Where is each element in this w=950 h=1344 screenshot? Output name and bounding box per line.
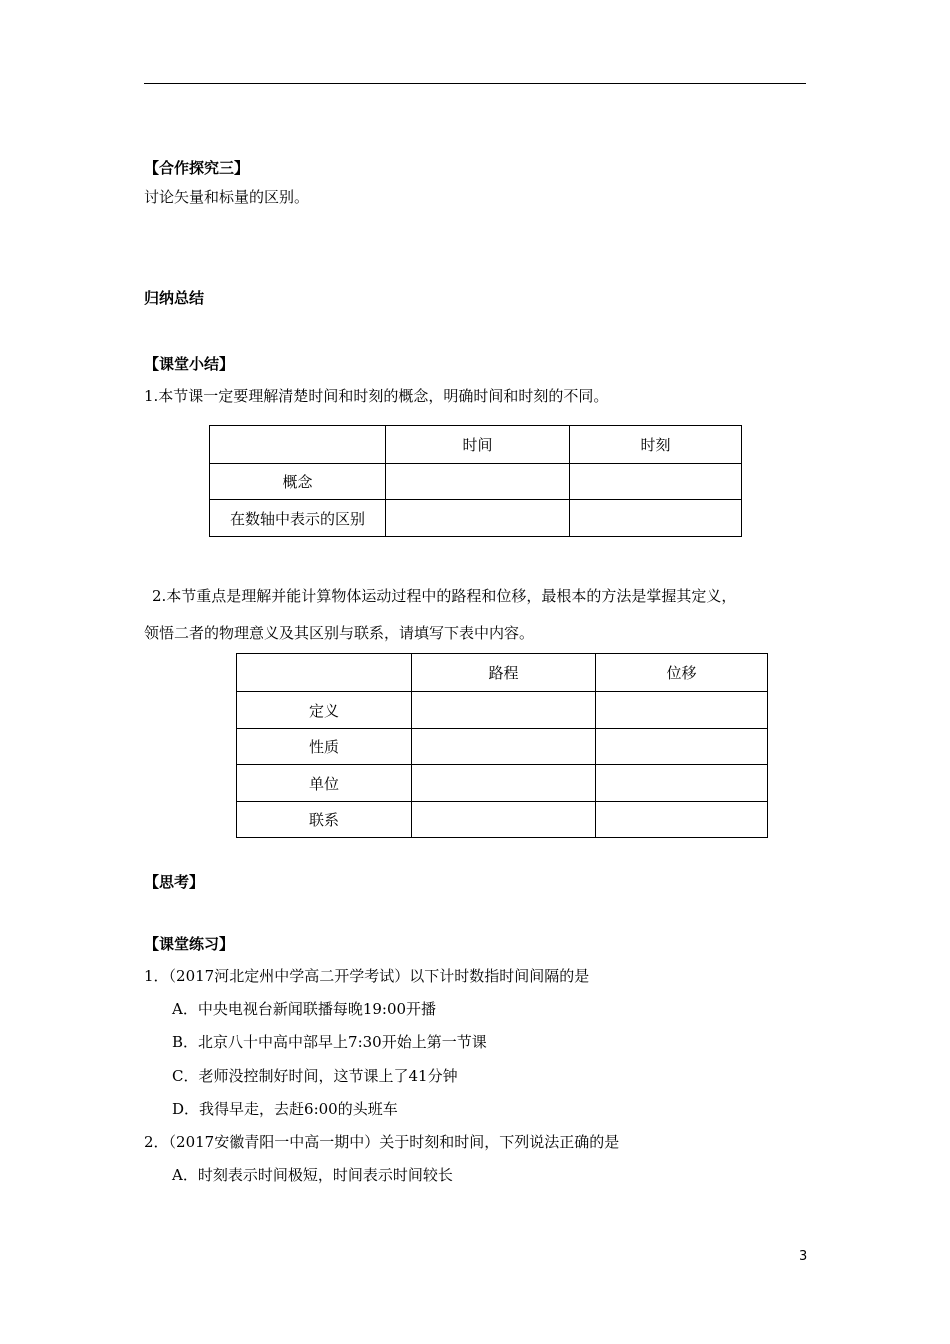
question-2-stem: 2．（2017安徽青阳一中高一期中）关于时刻和时间，下列说法正确的是 xyxy=(144,1133,620,1151)
table-header-cell: 路程 xyxy=(412,654,596,692)
table-cell xyxy=(596,692,768,729)
table-cell xyxy=(570,464,742,500)
page-number: 3 xyxy=(799,1249,808,1264)
question-1-option-c: C．老师没控制好时间，这节课上了41分钟 xyxy=(172,1067,458,1085)
question-1-option-d: D．我得早走，去赶6:00的头班车 xyxy=(172,1100,398,1118)
table-cell xyxy=(412,692,596,729)
table-cell xyxy=(386,500,570,537)
time-moment-table xyxy=(209,425,742,537)
heading-class-practice: 【课堂练习】 xyxy=(144,935,235,953)
table-cell xyxy=(570,500,742,537)
table-row-label: 性质 xyxy=(237,729,412,765)
table-cell xyxy=(412,729,596,765)
table-row-label: 在数轴中表示的区别 xyxy=(210,500,386,537)
header-rule xyxy=(144,83,806,84)
table-header-cell: 位移 xyxy=(596,654,768,692)
heading-think: 【思考】 xyxy=(144,873,205,891)
table-row-label: 联系 xyxy=(237,802,412,838)
table-row-label: 单位 xyxy=(237,765,412,802)
summary-item-1: 1.本节课一定要理解清楚时间和时刻的概念，明确时间和时刻的不同。 xyxy=(144,387,609,405)
question-1-option-a: A．中央电视台新闻联播每晚19:00开播 xyxy=(172,1000,437,1018)
table-row-label: 定义 xyxy=(237,692,412,729)
coop3-text: 讨论矢量和标量的区别。 xyxy=(144,188,310,206)
heading-summary: 归纳总结 xyxy=(144,289,205,307)
table-cell xyxy=(596,729,768,765)
question-2-option-a: A．时刻表示时间极短，时间表示时间较长 xyxy=(172,1166,453,1184)
heading-class-summary: 【课堂小结】 xyxy=(144,355,235,373)
table-cell xyxy=(596,802,768,838)
table-header-cell: 时间 xyxy=(386,426,570,464)
table-cell xyxy=(386,464,570,500)
table-cell xyxy=(596,765,768,802)
heading-coop-explore-3: 【合作探究三】 xyxy=(144,159,250,177)
question-1-option-b: B．北京八十中高中部早上7:30开始上第一节课 xyxy=(172,1033,487,1051)
summary-item-2-line-2: 领悟二者的物理意义及其区别与联系，请填写下表中内容。 xyxy=(144,624,535,642)
distance-displacement-table xyxy=(236,653,768,838)
table-cell xyxy=(412,802,596,838)
table-header-cell: 时刻 xyxy=(570,426,742,464)
table-row-label: 概念 xyxy=(210,464,386,500)
summary-item-2-line-1: 2.本节重点是理解并能计算物体运动过程中的路程和位移，最根本的方法是掌握其定义， xyxy=(152,587,737,605)
table-header-cell xyxy=(237,654,412,692)
question-1-stem: 1．（2017河北定州中学高二开学考试）以下计时数指时间间隔的是 xyxy=(144,967,590,985)
table-cell xyxy=(412,765,596,802)
table-header-cell xyxy=(210,426,386,464)
